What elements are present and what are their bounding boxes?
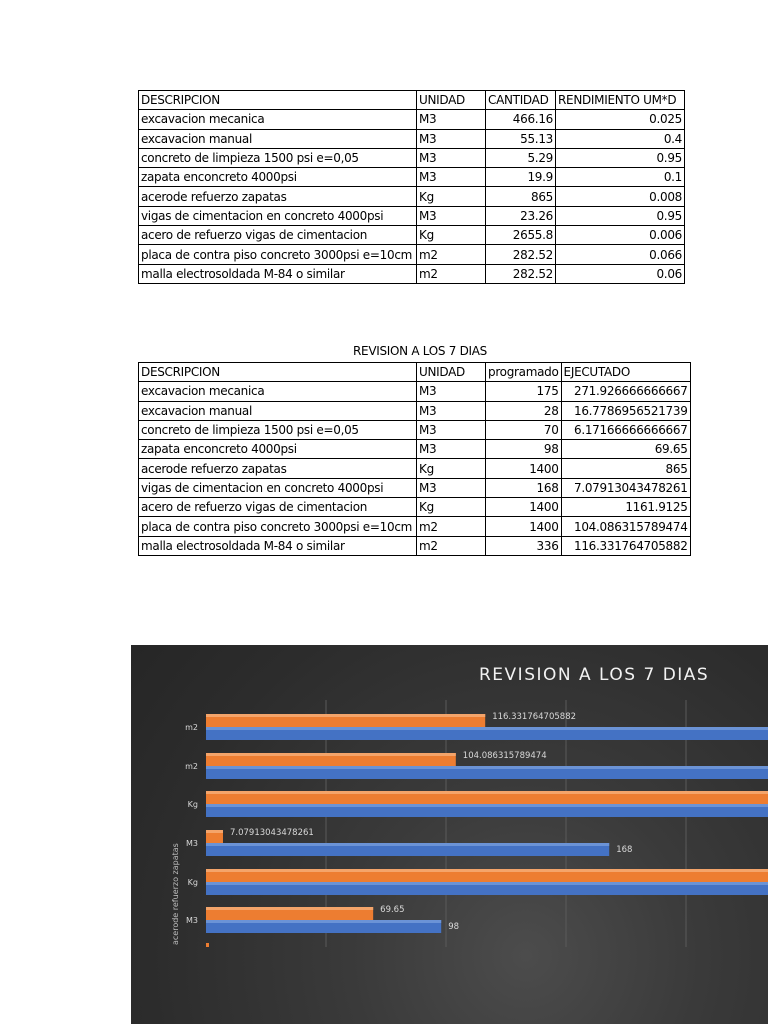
table-cell: excavacion mecanica [139, 110, 417, 129]
table-cell: 116.331764705882 [561, 536, 690, 555]
table-cell: zapata enconcreto 4000psi [139, 440, 417, 459]
table-cell: 6.17166666666667 [561, 420, 690, 439]
table-cell: 0.95 [556, 206, 685, 225]
executed-data-label: 116.331764705882 [492, 712, 577, 722]
table-cell: 104.086315789474 [561, 517, 690, 536]
table-cell: zapata enconcreto 4000psi [139, 168, 417, 187]
table-cell: 7.07913043478261 [561, 478, 690, 497]
table-cell: m2 [417, 536, 486, 555]
review-bar-chart [131, 645, 768, 1024]
category-tick-label: M3 [186, 839, 198, 848]
table-cell: 271.926666666667 [561, 382, 690, 401]
table-cell: 1400 [486, 498, 562, 517]
table-cell: acero de refuerzo vigas de cimentacion [139, 498, 417, 517]
table-cell: 0.008 [556, 187, 685, 206]
category-tick-label: m2 [185, 723, 198, 732]
column-header: UNIDAD [417, 91, 486, 110]
table-cell: 466.16 [486, 110, 556, 129]
column-header: RENDIMIENTO UM*D [556, 91, 685, 110]
table-cell: 69.65 [561, 440, 690, 459]
table-cell: 865 [486, 187, 556, 206]
table-cell: m2 [417, 245, 486, 264]
table-cell: concreto de limpieza 1500 psi e=0,05 [139, 148, 417, 167]
column-header: DESCRIPCION [139, 91, 417, 110]
table-cell: 0.06 [556, 264, 685, 283]
table-cell: acero de refuerzo vigas de cimentacion [139, 226, 417, 245]
table-row [139, 440, 691, 459]
table-cell: excavacion manual [139, 129, 417, 148]
table-cell: 1161.9125 [561, 498, 690, 517]
chart-title: REVISION A LOS 7 DIAS [479, 665, 710, 685]
category-tick-label: Kg [187, 878, 198, 887]
table-cell: placa de contra piso concreto 3000psi e=10cm [139, 517, 417, 536]
header-row [139, 363, 691, 382]
table-cell: m2 [417, 517, 486, 536]
table-row [139, 148, 685, 167]
table-cell: m2 [417, 264, 486, 283]
table-row [139, 478, 691, 497]
chart-canvas [131, 645, 768, 1024]
table-cell: 55.13 [486, 129, 556, 148]
table-cell: M3 [417, 129, 486, 148]
table-row [139, 187, 685, 206]
table-cell: 0.4 [556, 129, 685, 148]
programmed-bar-highlight [206, 766, 768, 769]
table-row [139, 459, 691, 478]
table-row [139, 110, 685, 129]
table-row [139, 226, 685, 245]
table-cell: M3 [417, 478, 486, 497]
table-cell: M3 [417, 206, 486, 225]
table-cell: M3 [417, 401, 486, 420]
table-row [139, 517, 691, 536]
table-cell: placa de contra piso concreto 3000psi e=10cm [139, 245, 417, 264]
programmed-data-label: 168 [616, 845, 633, 855]
executed-data-label: 104.086315789474 [462, 751, 547, 761]
column-header: programado [486, 363, 562, 382]
table-row [139, 498, 691, 517]
table-cell: 168 [486, 478, 562, 497]
table-cell: 0.1 [556, 168, 685, 187]
table-cell: 28 [486, 401, 562, 420]
axis-title: acerode refuerzo zapatas [171, 843, 180, 945]
table-cell: 5.29 [486, 148, 556, 167]
table-row [139, 382, 691, 401]
table-cell: Kg [417, 226, 486, 245]
table-cell: Kg [417, 498, 486, 517]
executed-data-label: 69.65 [380, 905, 405, 915]
table-cell: M3 [417, 420, 486, 439]
table-row [139, 420, 691, 439]
table-cell: excavacion manual [139, 401, 417, 420]
column-header: EJECUTADO [561, 363, 690, 382]
table-cell: excavacion mecanica [139, 382, 417, 401]
table-cell: malla electrosoldada M-84 o similar [139, 264, 417, 283]
partial-bar [206, 943, 209, 947]
table-cell: M3 [417, 168, 486, 187]
review-table [138, 362, 691, 556]
executed-bar-highlight [206, 753, 456, 756]
column-header: DESCRIPCION [139, 363, 417, 382]
programmed-bar-highlight [206, 727, 768, 730]
table-cell: 0.006 [556, 226, 685, 245]
programmed-data-label: 98 [448, 922, 460, 932]
table-cell: Kg [417, 187, 486, 206]
table-cell: 282.52 [486, 245, 556, 264]
table-cell: acerode refuerzo zapatas [139, 187, 417, 206]
executed-data-label: 7.07913043478261 [229, 828, 314, 838]
programmed-bar-highlight [206, 804, 768, 807]
table-cell: vigas de cimentacion en concreto 4000psi [139, 206, 417, 225]
table-cell: 1400 [486, 459, 562, 478]
programmed-bar-highlight [206, 843, 609, 846]
column-header: CANTIDAD [486, 91, 556, 110]
category-tick-label: Kg [187, 800, 198, 809]
table-cell: M3 [417, 440, 486, 459]
table-row [139, 168, 685, 187]
executed-bar-highlight [206, 791, 768, 794]
table-cell: 16.7786956521739 [561, 401, 690, 420]
column-header: UNIDAD [417, 363, 486, 382]
table-row [139, 536, 691, 555]
table-cell: 865 [561, 459, 690, 478]
table-cell: vigas de cimentacion en concreto 4000psi [139, 478, 417, 497]
table-cell: M3 [417, 382, 486, 401]
table-cell: 23.26 [486, 206, 556, 225]
executed-bar-highlight [206, 714, 485, 717]
executed-bar-highlight [206, 830, 223, 833]
table-cell: 0.066 [556, 245, 685, 264]
executed-bar-highlight [206, 907, 373, 910]
table-cell: 0.95 [556, 148, 685, 167]
table-cell: 19.9 [486, 168, 556, 187]
header-row [139, 91, 685, 110]
quantities-table [138, 90, 685, 284]
table-cell: acerode refuerzo zapatas [139, 459, 417, 478]
table-cell: 282.52 [486, 264, 556, 283]
table-row [139, 264, 685, 283]
table-row [139, 129, 685, 148]
table-cell: 0.025 [556, 110, 685, 129]
programmed-bar-highlight [206, 920, 441, 923]
table-row [139, 401, 691, 420]
executed-bar-highlight [206, 869, 768, 872]
table-cell: 175 [486, 382, 562, 401]
table-cell: 1400 [486, 517, 562, 536]
table-cell: 336 [486, 536, 562, 555]
review-table-title: REVISION A LOS 7 DIAS [353, 344, 487, 358]
table-cell: M3 [417, 110, 486, 129]
category-tick-label: M3 [186, 916, 198, 925]
programmed-bar-highlight [206, 882, 768, 885]
table-cell: 70 [486, 420, 562, 439]
table-row [139, 245, 685, 264]
table-cell: M3 [417, 148, 486, 167]
table-cell: concreto de limpieza 1500 psi e=0,05 [139, 420, 417, 439]
table-cell: 2655.8 [486, 226, 556, 245]
table-row [139, 206, 685, 225]
table-cell: 98 [486, 440, 562, 459]
table-cell: malla electrosoldada M-84 o similar [139, 536, 417, 555]
category-tick-label: m2 [185, 762, 198, 771]
table-cell: Kg [417, 459, 486, 478]
